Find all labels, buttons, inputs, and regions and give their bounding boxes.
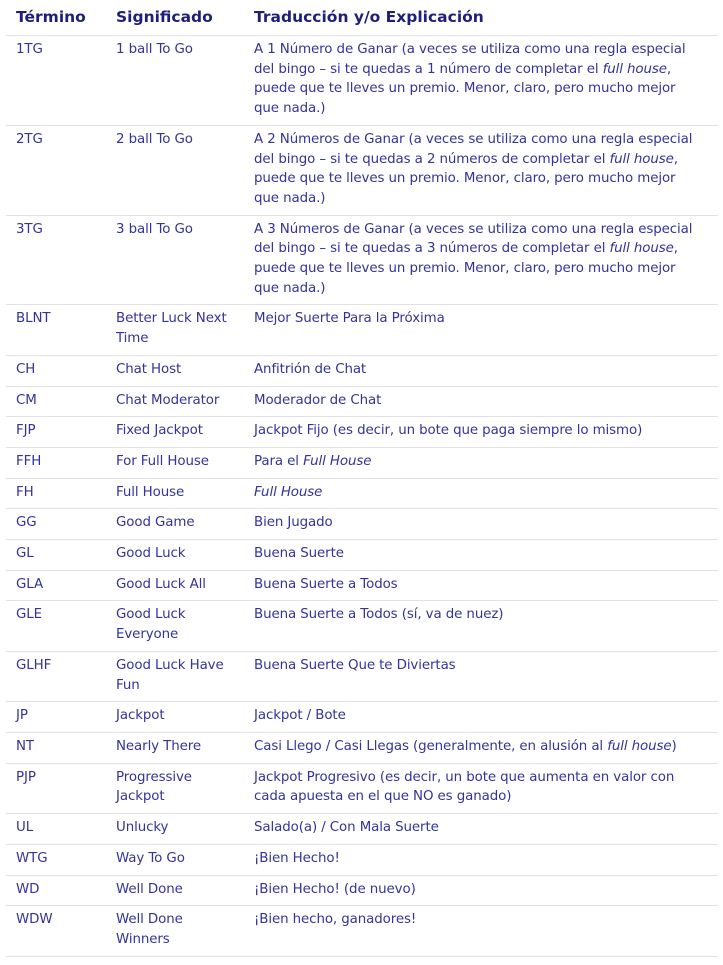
explanation-text: ) xyxy=(671,738,677,754)
explanation-text: Buena Suerte a Todos xyxy=(254,576,398,592)
table-body xyxy=(6,36,718,957)
term-cell: GLHF xyxy=(6,651,106,701)
meaning-cell: Better Luck Next Time xyxy=(106,305,244,355)
table-row xyxy=(6,305,718,355)
term-cell: 3TG xyxy=(6,215,106,305)
explanation-emphasis: Full House xyxy=(254,484,323,500)
term-cell: FH xyxy=(6,478,106,509)
explanation-text: Jackpot Fijo (es decir, un bote que paga siempre lo mismo) xyxy=(254,423,643,439)
explanation-text: ¡Bien hecho, ganadores! xyxy=(254,912,417,928)
term-cell: GLE xyxy=(6,601,106,651)
explanation-emphasis: full house xyxy=(609,241,674,257)
meaning-cell: Chat Moderator xyxy=(106,386,244,417)
meaning-cell: 2 ball To Go xyxy=(106,125,244,215)
table-header xyxy=(6,0,718,36)
table-row xyxy=(6,906,718,956)
term-cell: FJP xyxy=(6,417,106,448)
explanation-cell xyxy=(244,36,718,126)
explanation-text: Buena Suerte Que te Diviertas xyxy=(254,657,456,673)
meaning-cell: Unlucky xyxy=(106,814,244,845)
table-row xyxy=(6,36,718,126)
term-cell: WTG xyxy=(6,844,106,875)
term-cell: GL xyxy=(6,540,106,571)
explanation-cell xyxy=(244,906,718,956)
glossary-table xyxy=(6,0,718,957)
explanation-emphasis: full house xyxy=(609,151,674,167)
meaning-cell: Fixed Jackpot xyxy=(106,417,244,448)
table-row xyxy=(6,651,718,701)
table-row xyxy=(6,844,718,875)
table-row xyxy=(6,732,718,763)
explanation-cell xyxy=(244,478,718,509)
table-row xyxy=(6,763,718,813)
term-cell: FFH xyxy=(6,447,106,478)
table-row xyxy=(6,875,718,906)
term-cell: GG xyxy=(6,509,106,540)
term-cell: JP xyxy=(6,702,106,733)
meaning-cell: Good Luck Have Fun xyxy=(106,651,244,701)
explanation-text: A 1 Número de Ganar (a veces se utiliza como una regla especial del bingo – si te quedas a 1 número de completar el xyxy=(254,42,686,77)
explanation-text: Jackpot Progresivo (es decir, un bote que aumenta en valor con cada apuesta en el que NO es ganado) xyxy=(254,769,675,805)
table-row xyxy=(6,509,718,540)
explanation-text: ¡Bien Hecho! (de nuevo) xyxy=(254,881,416,897)
term-cell: 1TG xyxy=(6,36,106,126)
term-cell: 2TG xyxy=(6,125,106,215)
term-cell: GLA xyxy=(6,570,106,601)
explanation-text: Jackpot / Bote xyxy=(254,708,346,724)
meaning-cell: For Full House xyxy=(106,447,244,478)
meaning-cell: Way To Go xyxy=(106,844,244,875)
table-row xyxy=(6,702,718,733)
explanation-cell xyxy=(244,732,718,763)
meaning-cell: Well Done Winners xyxy=(106,906,244,956)
explanation-text: , puede que te lleves un premio. Menor, claro, pero mucho mejor que nada.) xyxy=(254,61,676,117)
meaning-cell: Good Game xyxy=(106,509,244,540)
explanation-text: Salado(a) / Con Mala Suerte xyxy=(254,820,439,836)
table-row xyxy=(6,386,718,417)
header-explanation: Traducción y/o Explicación xyxy=(244,0,718,36)
meaning-cell: Chat Host xyxy=(106,355,244,386)
explanation-cell xyxy=(244,305,718,355)
explanation-text: Casi Llego / Casi Llegas (generalmente, en alusión al xyxy=(254,738,608,754)
table-row xyxy=(6,478,718,509)
meaning-cell: Well Done xyxy=(106,875,244,906)
meaning-cell: Good Luck All xyxy=(106,570,244,601)
table-row xyxy=(6,215,718,305)
explanation-emphasis: full house xyxy=(607,738,672,754)
table-row xyxy=(6,540,718,571)
meaning-cell: Progressive Jackpot xyxy=(106,763,244,813)
explanation-cell xyxy=(244,814,718,845)
explanation-cell xyxy=(244,125,718,215)
term-cell: NT xyxy=(6,732,106,763)
explanation-cell xyxy=(244,355,718,386)
explanation-cell xyxy=(244,601,718,651)
explanation-text: Buena Suerte xyxy=(254,546,344,562)
explanation-text: A 2 Números de Ganar (a veces se utiliza como una regla especial del bingo – si te quedas a 2 números de completar el xyxy=(254,131,693,167)
explanation-text: Para el xyxy=(254,453,304,469)
explanation-cell xyxy=(244,570,718,601)
meaning-cell: 1 ball To Go xyxy=(106,36,244,126)
explanation-emphasis: Full House xyxy=(303,453,372,469)
explanation-text: Mejor Suerte Para la Próxima xyxy=(254,311,445,327)
explanation-cell xyxy=(244,763,718,813)
table-row xyxy=(6,570,718,601)
explanation-text: Moderador de Chat xyxy=(254,392,382,408)
term-cell: CM xyxy=(6,386,106,417)
term-cell: CH xyxy=(6,355,106,386)
header-row xyxy=(6,0,718,36)
explanation-cell xyxy=(244,215,718,305)
term-cell: WDW xyxy=(6,906,106,956)
table-row xyxy=(6,601,718,651)
meaning-cell: Jackpot xyxy=(106,702,244,733)
explanation-text: ¡Bien Hecho! xyxy=(254,850,340,866)
explanation-cell xyxy=(244,509,718,540)
explanation-text: Buena Suerte a Todos (sí, va de nuez) xyxy=(254,607,504,623)
meaning-cell: Nearly There xyxy=(106,732,244,763)
table-row xyxy=(6,814,718,845)
explanation-text: Anfitrión de Chat xyxy=(254,361,367,377)
header-term: Término xyxy=(6,0,106,36)
explanation-cell xyxy=(244,540,718,571)
term-cell: BLNT xyxy=(6,305,106,355)
term-cell: UL xyxy=(6,814,106,845)
table-row xyxy=(6,447,718,478)
table-row xyxy=(6,417,718,448)
explanation-emphasis: full house xyxy=(602,61,667,77)
meaning-cell: 3 ball To Go xyxy=(106,215,244,305)
meaning-cell: Good Luck Everyone xyxy=(106,601,244,651)
term-cell: WD xyxy=(6,875,106,906)
header-meaning: Significado xyxy=(106,0,244,36)
explanation-text: Bien Jugado xyxy=(254,515,333,531)
explanation-cell xyxy=(244,844,718,875)
term-cell: PJP xyxy=(6,763,106,813)
explanation-cell xyxy=(244,386,718,417)
table-row xyxy=(6,355,718,386)
explanation-cell xyxy=(244,702,718,733)
meaning-cell: Good Luck xyxy=(106,540,244,571)
explanation-cell xyxy=(244,651,718,701)
explanation-cell xyxy=(244,447,718,478)
explanation-text: , puede que te lleves un premio. Menor, claro, pero mucho mejor que nada.) xyxy=(254,151,678,206)
explanation-cell xyxy=(244,417,718,448)
table-row xyxy=(6,125,718,215)
explanation-text: , puede que te lleves un premio. Menor, claro, pero mucho mejor que nada.) xyxy=(254,241,678,296)
explanation-text: A 3 Números de Ganar (a veces se utiliza como una regla especial del bingo – si te quedas a 3 números de completar el xyxy=(254,221,693,257)
explanation-cell xyxy=(244,875,718,906)
meaning-cell: Full House xyxy=(106,478,244,509)
